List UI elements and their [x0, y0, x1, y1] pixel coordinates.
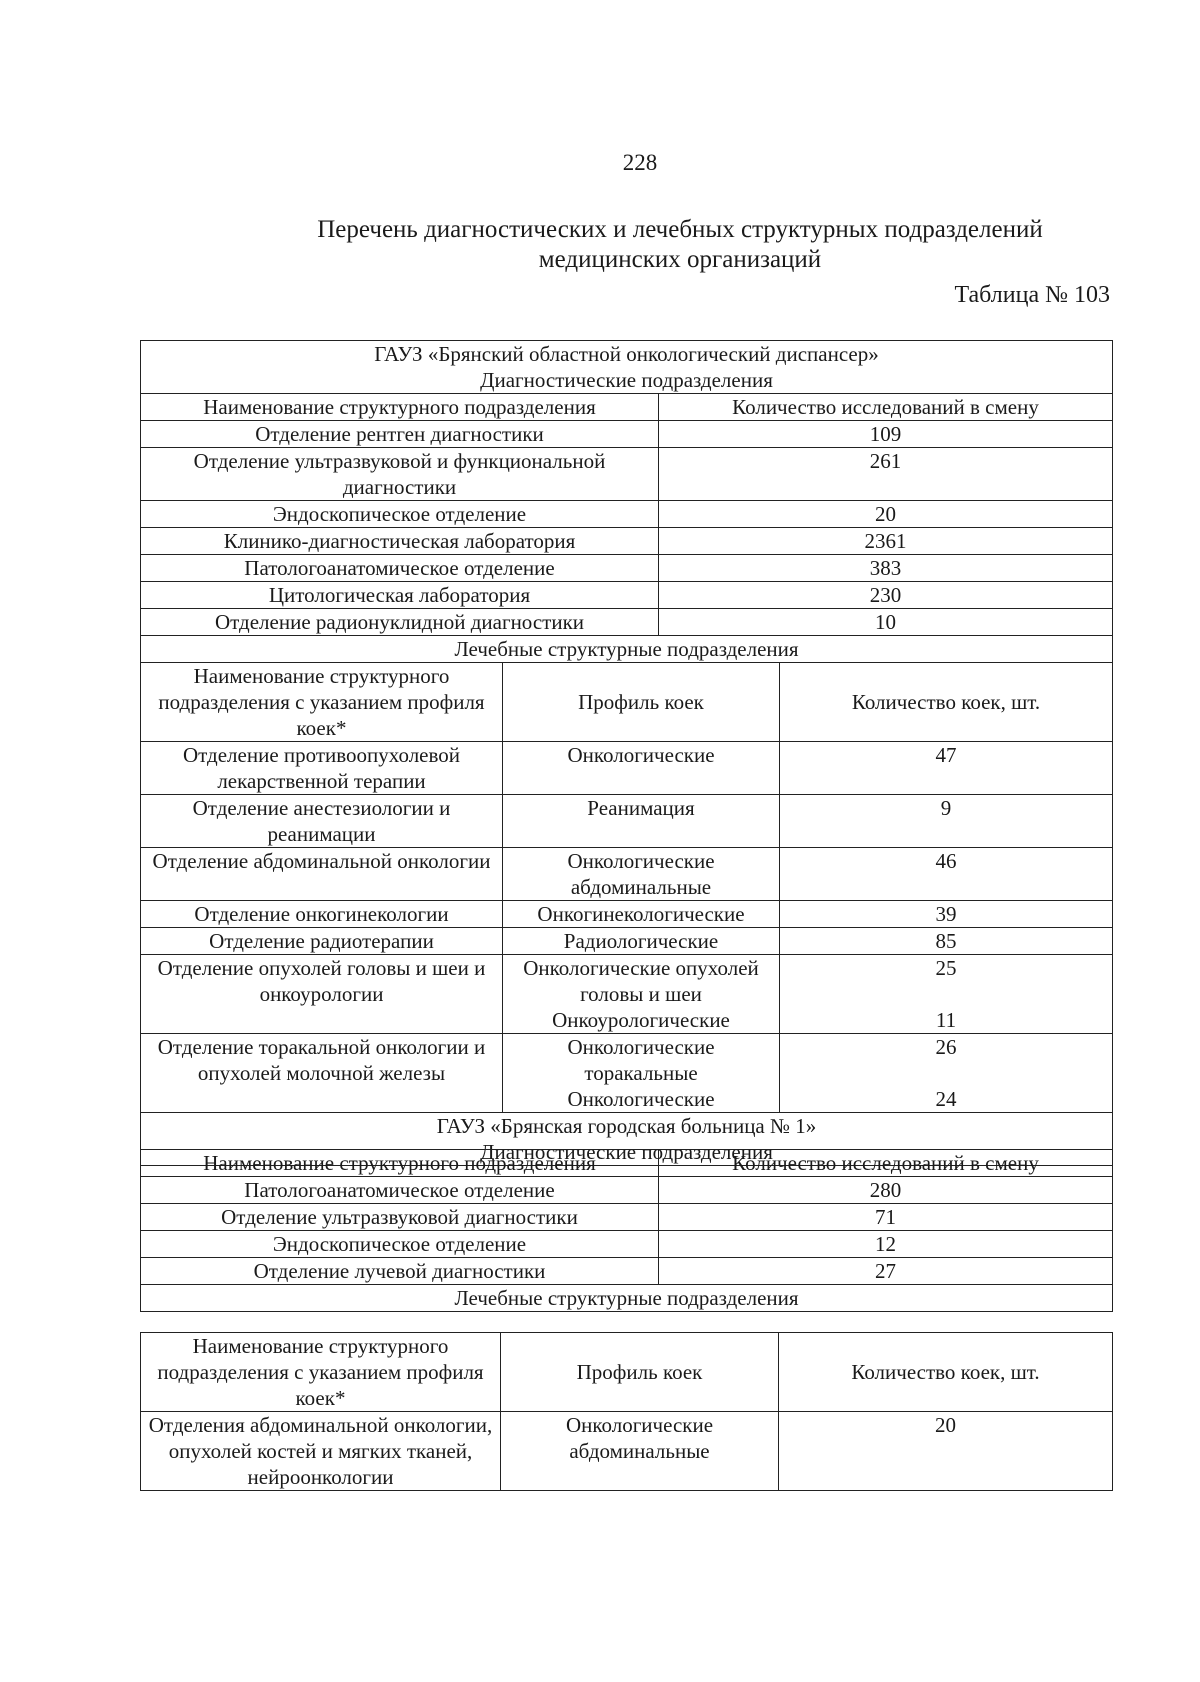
bed-count-cell: 25 [780, 955, 1113, 1008]
bed-count-cell: 47 [780, 742, 1113, 795]
unit-name-cell: Отделение противоопухолевой лекарственной терапии [141, 742, 503, 795]
document-title [240, 215, 1120, 275]
unit-name-cell: Отделение онкогинекологии [141, 901, 503, 928]
treatment-header-row [141, 1333, 1113, 1412]
bed-profile-cell: Онкологические [503, 742, 780, 795]
table-row [141, 421, 1113, 448]
table-row [141, 501, 1113, 528]
column-header-unit-name: Наименование структурного подразделения [141, 1150, 659, 1177]
unit-name-cell: Патологоанатомическое отделение [141, 1177, 659, 1204]
unit-name-cell: Эндоскопическое отделение [141, 1231, 659, 1258]
column-header-exams-per-shift: Количество исследований в смену [659, 394, 1113, 421]
exam-count-cell: 261 [659, 448, 1113, 501]
table-row [141, 582, 1113, 609]
bed-profile-cell: Онкогинекологические [503, 901, 780, 928]
unit-name-cell: Патологоанатомическое отделение [141, 555, 659, 582]
bed-profile-cell: Онкологические торакальные [503, 1034, 780, 1087]
column-header-bed-profile: Профиль коек [503, 663, 780, 742]
unit-name-cell: Отделение анестезиологии и реанимации [141, 795, 503, 848]
unit-name-cell: Отделения абдоминальной онкологии, опухолей костей и мягких тканей, нейроонкологии [141, 1412, 501, 1491]
column-header-unit-with-bed-profile: Наименование структурного подразделения с указанием профиля коек* [141, 1333, 501, 1412]
exam-count-cell: 20 [659, 501, 1113, 528]
unit-name-cell: Цитологическая лаборатория [141, 582, 659, 609]
treatment-section-title: Лечебные структурные подразделения [141, 1285, 1113, 1312]
exam-count-cell: 27 [659, 1258, 1113, 1285]
unit-name-cell: Клинико-диагностическая лаборатория [141, 528, 659, 555]
bed-count-cell: 20 [779, 1412, 1113, 1491]
table-city-hospital-diagnostics [140, 1149, 1113, 1312]
exam-count-cell: 71 [659, 1204, 1113, 1231]
exam-count-cell: 280 [659, 1177, 1113, 1204]
unit-name-cell: Отделение опухолей головы и шеи и онкоурологии [141, 955, 503, 1034]
document-title-line-1: Перечень диагностических и лечебных структурных подразделений [317, 216, 1043, 243]
unit-name-cell: Отделение радиотерапии [141, 928, 503, 955]
treatment-section-row [141, 636, 1113, 663]
table-row [141, 1177, 1113, 1204]
bed-profile-cell: Онкоурологические [503, 1007, 780, 1034]
table-oncology-dispensary [140, 340, 1113, 1166]
bed-count-cell: 11 [780, 1007, 1113, 1034]
table-row [141, 555, 1113, 582]
treatment-header-row [141, 663, 1113, 742]
unit-name-cell: Отделение рентген диагностики [141, 421, 659, 448]
org-name: ГАУЗ «Брянский областной онкологический диспансер» [374, 342, 879, 366]
table-row [141, 528, 1113, 555]
unit-name-cell: Отделение ультразвуковой диагностики [141, 1204, 659, 1231]
document-title-line-2: медицинских организаций [538, 246, 822, 273]
exam-count-cell: 383 [659, 555, 1113, 582]
table-row [141, 955, 1113, 1008]
diagnostic-header-row [141, 394, 1113, 421]
bed-profile-cell: Онкологические абдоминальные [501, 1412, 779, 1491]
bed-count-cell: 9 [780, 795, 1113, 848]
column-header-exams-per-shift: Количество исследований в смену [659, 1150, 1113, 1177]
bed-count-cell: 46 [780, 848, 1113, 901]
table-row [141, 609, 1113, 636]
bed-profile-cell: Онкологические абдоминальные [503, 848, 780, 901]
bed-profile-cell: Онкологические [503, 1086, 780, 1113]
unit-name-cell: Отделение лучевой диагностики [141, 1258, 659, 1285]
unit-name-cell: Эндоскопическое отделение [141, 501, 659, 528]
table-row [141, 1231, 1113, 1258]
table-city-hospital-treatment [140, 1332, 1113, 1491]
bed-count-cell: 24 [780, 1086, 1113, 1113]
column-header-bed-profile: Профиль коек [501, 1333, 779, 1412]
org-header-row [141, 341, 1113, 394]
unit-name-cell: Отделение ультразвуковой и функциональной диагностики [141, 448, 659, 501]
table-number: Таблица № 103 [954, 282, 1110, 308]
bed-profile-cell: Онкологические опухолей головы и шеи [503, 955, 780, 1008]
diagnostic-section-title: Диагностические подразделения [480, 368, 773, 392]
table-row [141, 901, 1113, 928]
diagnostic-header-row [141, 1150, 1113, 1177]
column-header-unit-name: Наименование структурного подразделения [141, 394, 659, 421]
table-row [141, 1034, 1113, 1087]
unit-name-cell: Отделение торакальной онкологии и опухолей молочной железы [141, 1034, 503, 1113]
bed-profile-cell: Реанимация [503, 795, 780, 848]
column-header-bed-count: Количество коек, шт. [780, 663, 1113, 742]
treatment-section-title: Лечебные структурные подразделения [141, 636, 1113, 663]
column-header-unit-with-bed-profile: Наименование структурного подразделения с указанием профиля коек* [141, 663, 503, 742]
diagnostic-section-title: Диагностические подразделения [480, 1140, 773, 1164]
table-row [141, 848, 1113, 901]
bed-count-cell: 39 [780, 901, 1113, 928]
bed-count-cell: 26 [780, 1034, 1113, 1087]
table-row [141, 1204, 1113, 1231]
unit-name-cell: Отделение радионуклидной диагностики [141, 609, 659, 636]
table-row [141, 448, 1113, 501]
column-header-bed-count: Количество коек, шт. [779, 1333, 1113, 1412]
exam-count-cell: 10 [659, 609, 1113, 636]
table-row [141, 928, 1113, 955]
exam-count-cell: 230 [659, 582, 1113, 609]
exam-count-cell: 109 [659, 421, 1113, 448]
treatment-section-row [141, 1285, 1113, 1312]
table-row [141, 742, 1113, 795]
bed-profile-cell: Радиологические [503, 928, 780, 955]
bed-count-cell: 85 [780, 928, 1113, 955]
table-row [141, 1258, 1113, 1285]
page-number: 228 [622, 150, 658, 175]
unit-name-cell: Отделение абдоминальной онкологии [141, 848, 503, 901]
table-row [141, 1412, 1113, 1491]
org-header-cell [141, 341, 1113, 394]
org-name: ГАУЗ «Брянская городская больница № 1» [436, 1114, 817, 1138]
table-row [141, 795, 1113, 848]
exam-count-cell: 12 [659, 1231, 1113, 1258]
exam-count-cell: 2361 [659, 528, 1113, 555]
